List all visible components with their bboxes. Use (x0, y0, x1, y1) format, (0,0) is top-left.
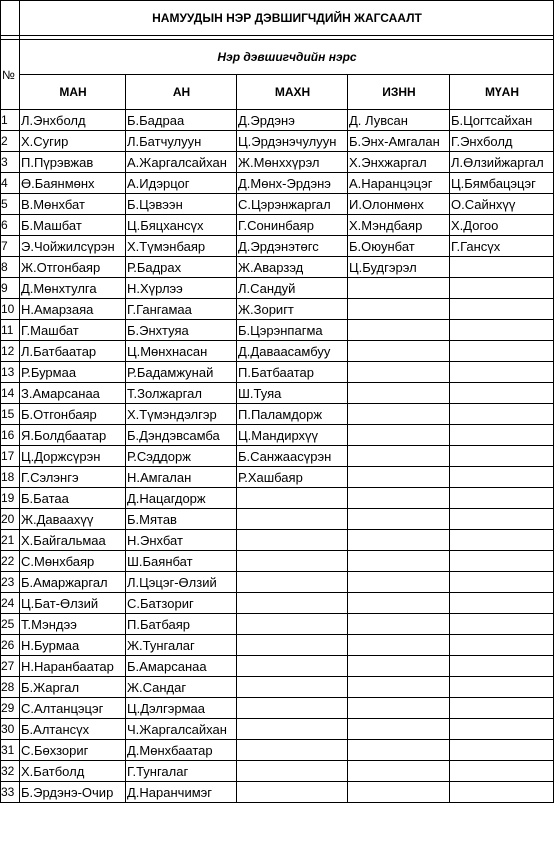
candidate-name-cell (450, 740, 554, 761)
candidate-name-cell: Ц.Бяцхансүх (126, 215, 237, 236)
table-row (1, 236, 554, 257)
candidate-name-cell (450, 530, 554, 551)
row-number: 33 (1, 782, 20, 803)
table-row (1, 110, 554, 131)
candidate-name-cell: Ц.Мөнхнасан (126, 341, 237, 362)
candidate-name-cell: Г.Сэлэнгэ (20, 467, 126, 488)
candidate-name-cell (348, 677, 450, 698)
candidate-name-cell (450, 425, 554, 446)
candidate-name-cell: С.Бөхзориг (20, 740, 126, 761)
table-row (1, 635, 554, 656)
row-number: 19 (1, 488, 20, 509)
candidate-name-cell: О.Сайнхүү (450, 194, 554, 215)
candidate-name-cell (237, 530, 348, 551)
row-number: 12 (1, 341, 20, 362)
candidate-name-cell: Ш.Туяа (237, 383, 348, 404)
candidate-name-cell (348, 299, 450, 320)
candidate-name-cell: Г.Гангамаа (126, 299, 237, 320)
candidate-name-cell: Х.Байгальмаа (20, 530, 126, 551)
candidate-name-cell: Т.Мэндээ (20, 614, 126, 635)
candidate-name-cell (237, 677, 348, 698)
candidate-name-cell (450, 320, 554, 341)
candidate-name-cell (348, 446, 450, 467)
candidate-name-cell (450, 509, 554, 530)
candidate-name-cell: И.Олонмөнх (348, 194, 450, 215)
table-row (1, 614, 554, 635)
candidate-name-cell: Л.Батбаатар (20, 341, 126, 362)
table-row (1, 719, 554, 740)
candidate-name-cell (348, 698, 450, 719)
candidate-name-cell: Д. Лувсан (348, 110, 450, 131)
candidate-name-cell (450, 761, 554, 782)
candidate-name-cell: С.Цэрэнжаргал (237, 194, 348, 215)
table-row (1, 761, 554, 782)
candidate-name-cell: Х.Мэндбаяр (348, 215, 450, 236)
candidate-name-cell (450, 572, 554, 593)
candidate-name-cell (348, 761, 450, 782)
candidate-name-cell (348, 488, 450, 509)
table-row (1, 194, 554, 215)
row-number: 16 (1, 425, 20, 446)
candidate-name-cell: Д.Наранчимэг (126, 782, 237, 803)
candidate-name-cell: Н.Амгалан (126, 467, 237, 488)
row-number: 21 (1, 530, 20, 551)
candidate-name-cell (237, 656, 348, 677)
candidate-name-cell: Ш.Баянбат (126, 551, 237, 572)
candidate-name-cell: Л.Батчулуун (126, 131, 237, 152)
candidate-name-cell: Б.Дэндэвсамба (126, 425, 237, 446)
candidate-name-cell: З.Амарсанаа (20, 383, 126, 404)
candidate-name-cell: Х.Энхжаргал (348, 152, 450, 173)
candidate-name-cell (348, 341, 450, 362)
candidate-name-cell: Б.Цэрэнпагма (237, 320, 348, 341)
candidate-name-cell: Б.Машбат (20, 215, 126, 236)
table-row (1, 299, 554, 320)
candidate-name-cell: Н.Хүрлээ (126, 278, 237, 299)
candidate-rows (1, 110, 554, 803)
candidate-name-cell (348, 593, 450, 614)
candidate-name-cell (348, 383, 450, 404)
table-title: НАМУУДЫН НЭР ДЭВШИГЧДИЙН ЖАГСААЛТ (20, 1, 554, 36)
candidate-name-cell (348, 740, 450, 761)
candidate-name-cell: Б.Цэвээн (126, 194, 237, 215)
number-column-header: № (1, 40, 20, 110)
candidate-name-cell: Ц.Будгэрэл (348, 257, 450, 278)
candidate-name-cell (450, 362, 554, 383)
candidate-name-cell: Д.Эрдэнэтөгс (237, 236, 348, 257)
candidate-name-cell: Р.Хашбаяр (237, 467, 348, 488)
candidate-name-cell: Р.Бадамжунай (126, 362, 237, 383)
candidate-name-cell: Б.Энхтуяа (126, 320, 237, 341)
row-number: 8 (1, 257, 20, 278)
table-row (1, 341, 554, 362)
candidate-name-cell (348, 509, 450, 530)
table-row (1, 509, 554, 530)
candidate-name-cell (450, 299, 554, 320)
candidate-name-cell: Т.Золжаргал (126, 383, 237, 404)
candidate-name-cell: Р.Бадрах (126, 257, 237, 278)
candidate-name-cell: Э.Чойжилсүрэн (20, 236, 126, 257)
candidate-name-cell (348, 467, 450, 488)
candidate-name-cell (348, 635, 450, 656)
table-row (1, 173, 554, 194)
candidate-name-cell (450, 383, 554, 404)
candidate-name-cell (450, 698, 554, 719)
candidate-name-cell: В.Мөнхбат (20, 194, 126, 215)
candidate-name-cell (348, 320, 450, 341)
table-row (1, 530, 554, 551)
candidate-name-cell (450, 404, 554, 425)
candidate-name-cell: Б.Жаргал (20, 677, 126, 698)
table-row (1, 467, 554, 488)
table-row (1, 383, 554, 404)
row-number: 3 (1, 152, 20, 173)
candidate-name-cell (237, 614, 348, 635)
candidate-name-cell: Я.Болдбаатар (20, 425, 126, 446)
candidate-name-cell (237, 488, 348, 509)
party-header-iznn: ИЗНН (348, 75, 450, 110)
party-header-an: АН (126, 75, 237, 110)
row-number: 13 (1, 362, 20, 383)
candidate-name-cell (450, 467, 554, 488)
row-number: 18 (1, 467, 20, 488)
candidate-name-cell: П.Батбаяр (126, 614, 237, 635)
candidate-name-cell: Х.Түмэнбаяр (126, 236, 237, 257)
candidate-name-cell: Д.Эрдэнэ (237, 110, 348, 131)
table-subtitle: Нэр дэвшигчдийн нэрс (20, 40, 554, 75)
table-row (1, 488, 554, 509)
row-number: 11 (1, 320, 20, 341)
candidate-name-cell: Ж.Зоригт (237, 299, 348, 320)
table-row (1, 698, 554, 719)
row-number: 26 (1, 635, 20, 656)
candidate-name-cell: Б.Отгонбаяр (20, 404, 126, 425)
candidate-name-cell: Н.Бурмаа (20, 635, 126, 656)
candidate-name-cell: Ч.Жаргалсайхан (126, 719, 237, 740)
candidate-name-cell (237, 719, 348, 740)
candidate-name-cell: Б.Бадраа (126, 110, 237, 131)
candidate-name-cell: Д.Нацагдорж (126, 488, 237, 509)
candidate-name-cell (450, 656, 554, 677)
candidate-name-cell: Х.Түмэндэлгэр (126, 404, 237, 425)
candidate-name-cell: Х.Батболд (20, 761, 126, 782)
candidate-name-cell (450, 635, 554, 656)
candidate-name-cell: Л.Сандуй (237, 278, 348, 299)
row-number: 29 (1, 698, 20, 719)
candidate-name-cell: Б.Алтансүх (20, 719, 126, 740)
candidate-name-cell: Л.Өлзийжаргал (450, 152, 554, 173)
candidate-name-cell: П.Батбаатар (237, 362, 348, 383)
candidate-name-cell: Ж.Отгонбаяр (20, 257, 126, 278)
candidate-name-cell (237, 509, 348, 530)
row-number: 27 (1, 656, 20, 677)
row-number: 22 (1, 551, 20, 572)
candidate-name-cell (450, 257, 554, 278)
candidate-name-cell: Б.Цогтсайхан (450, 110, 554, 131)
candidate-name-cell (237, 740, 348, 761)
candidate-name-cell (348, 782, 450, 803)
row-number: 20 (1, 509, 20, 530)
candidate-name-cell: Ж.Сандаг (126, 677, 237, 698)
row-number: 2 (1, 131, 20, 152)
table-row (1, 278, 554, 299)
candidate-name-cell (450, 341, 554, 362)
candidate-name-cell: Б.Санжаасүрэн (237, 446, 348, 467)
row-number: 24 (1, 593, 20, 614)
table-row (1, 656, 554, 677)
candidate-name-cell: Х.Догоо (450, 215, 554, 236)
table-row (1, 257, 554, 278)
table-row (1, 593, 554, 614)
candidate-name-cell: Р.Сэддорж (126, 446, 237, 467)
row-number: 28 (1, 677, 20, 698)
candidate-name-cell: Г.Гансүх (450, 236, 554, 257)
candidate-name-cell (348, 530, 450, 551)
candidate-name-cell (237, 782, 348, 803)
party-header-makhn: МАХН (237, 75, 348, 110)
candidate-name-cell: Б.Амаржаргал (20, 572, 126, 593)
candidate-name-cell: А.Наранцэцэг (348, 173, 450, 194)
candidate-name-cell: Б.Батаа (20, 488, 126, 509)
candidate-name-cell: А.Идэрцог (126, 173, 237, 194)
candidate-name-cell: Л.Энхболд (20, 110, 126, 131)
candidate-name-cell: Н.Амарзаяа (20, 299, 126, 320)
row-number: 1 (1, 110, 20, 131)
party-header-muan: МҮАН (450, 75, 554, 110)
candidate-name-cell: Ц.Доржсүрэн (20, 446, 126, 467)
table-row (1, 362, 554, 383)
candidate-name-cell: Д.Мөнх-Эрдэнэ (237, 173, 348, 194)
row-number: 10 (1, 299, 20, 320)
candidate-name-cell (450, 488, 554, 509)
candidate-name-cell (348, 362, 450, 383)
candidate-name-cell (237, 635, 348, 656)
candidate-name-cell (237, 572, 348, 593)
candidate-name-cell: П.Паламдорж (237, 404, 348, 425)
table-row (1, 215, 554, 236)
candidate-name-cell: Б.Эрдэнэ-Очир (20, 782, 126, 803)
row-number: 14 (1, 383, 20, 404)
candidate-name-cell: Ж.Тунгалаг (126, 635, 237, 656)
candidate-name-cell: Ц.Бат-Өлзий (20, 593, 126, 614)
corner-cell (1, 1, 20, 36)
candidate-name-cell: А.Жаргалсайхан (126, 152, 237, 173)
candidate-name-cell (348, 425, 450, 446)
candidate-name-cell (348, 404, 450, 425)
candidate-name-cell: Г.Тунгалаг (126, 761, 237, 782)
candidate-name-cell: Н.Наранбаатар (20, 656, 126, 677)
table-row (1, 446, 554, 467)
row-number: 25 (1, 614, 20, 635)
candidate-name-cell: Ө.Баянмөнх (20, 173, 126, 194)
candidate-name-cell (348, 278, 450, 299)
candidate-name-cell: Д.Мөнхбаатар (126, 740, 237, 761)
table-row (1, 131, 554, 152)
row-number: 23 (1, 572, 20, 593)
candidate-name-cell (450, 719, 554, 740)
candidate-name-cell (450, 614, 554, 635)
candidate-name-cell: Ж.Мөнххүрэл (237, 152, 348, 173)
table-row (1, 740, 554, 761)
candidate-name-cell: Х.Сугир (20, 131, 126, 152)
candidate-name-cell (348, 656, 450, 677)
candidate-name-cell: Ц.Бямбацэцэг (450, 173, 554, 194)
row-number: 5 (1, 194, 20, 215)
candidate-name-cell (348, 719, 450, 740)
candidate-name-cell: Ц.Мандирхүү (237, 425, 348, 446)
row-number: 6 (1, 215, 20, 236)
candidate-name-cell (450, 551, 554, 572)
candidate-name-cell: Г.Машбат (20, 320, 126, 341)
candidate-name-cell (237, 761, 348, 782)
candidate-name-cell: С.Алтанцэцэг (20, 698, 126, 719)
row-number: 32 (1, 761, 20, 782)
row-number: 9 (1, 278, 20, 299)
candidate-name-cell: Д.Мөнхтулга (20, 278, 126, 299)
table-row (1, 425, 554, 446)
candidate-name-cell: Б.Энх-Амгалан (348, 131, 450, 152)
candidate-name-cell: Г.Сонинбаяр (237, 215, 348, 236)
row-number: 30 (1, 719, 20, 740)
candidate-name-cell: Г.Энхболд (450, 131, 554, 152)
candidate-name-cell: Н.Энхбат (126, 530, 237, 551)
table-row (1, 320, 554, 341)
candidate-name-cell: Б.Амарсанаа (126, 656, 237, 677)
table-row (1, 572, 554, 593)
table-row (1, 404, 554, 425)
table-row (1, 677, 554, 698)
candidate-name-cell: Б.Мятав (126, 509, 237, 530)
candidate-name-cell (450, 446, 554, 467)
party-header-man: МАН (20, 75, 126, 110)
candidate-name-cell (237, 551, 348, 572)
candidate-name-cell (348, 551, 450, 572)
candidate-name-cell (450, 593, 554, 614)
candidate-name-cell: П.Пүрэвжав (20, 152, 126, 173)
table-row (1, 782, 554, 803)
candidate-name-cell: Р.Бурмаа (20, 362, 126, 383)
candidate-name-cell: Б.Оюунбат (348, 236, 450, 257)
candidate-name-cell: Д.Даваасамбуу (237, 341, 348, 362)
row-number: 15 (1, 404, 20, 425)
row-number: 7 (1, 236, 20, 257)
candidate-name-cell: Л.Цэцэг-Өлзий (126, 572, 237, 593)
candidate-name-cell: Ц.Эрдэнэчулуун (237, 131, 348, 152)
candidate-name-cell: С.Мөнхбаяр (20, 551, 126, 572)
candidate-name-cell (450, 677, 554, 698)
candidate-name-cell (348, 572, 450, 593)
candidate-name-cell: Ж.Аварзэд (237, 257, 348, 278)
candidate-name-cell: Ж.Даваахүү (20, 509, 126, 530)
candidate-name-cell (450, 782, 554, 803)
candidate-name-cell (348, 614, 450, 635)
row-number: 4 (1, 173, 20, 194)
row-number: 17 (1, 446, 20, 467)
row-number: 31 (1, 740, 20, 761)
candidate-name-cell (237, 698, 348, 719)
table-row (1, 152, 554, 173)
candidate-name-cell: Ц.Дэлгэрмаа (126, 698, 237, 719)
candidate-name-cell (237, 593, 348, 614)
candidate-name-cell (450, 278, 554, 299)
table-row (1, 551, 554, 572)
candidate-name-cell: С.Батзориг (126, 593, 237, 614)
